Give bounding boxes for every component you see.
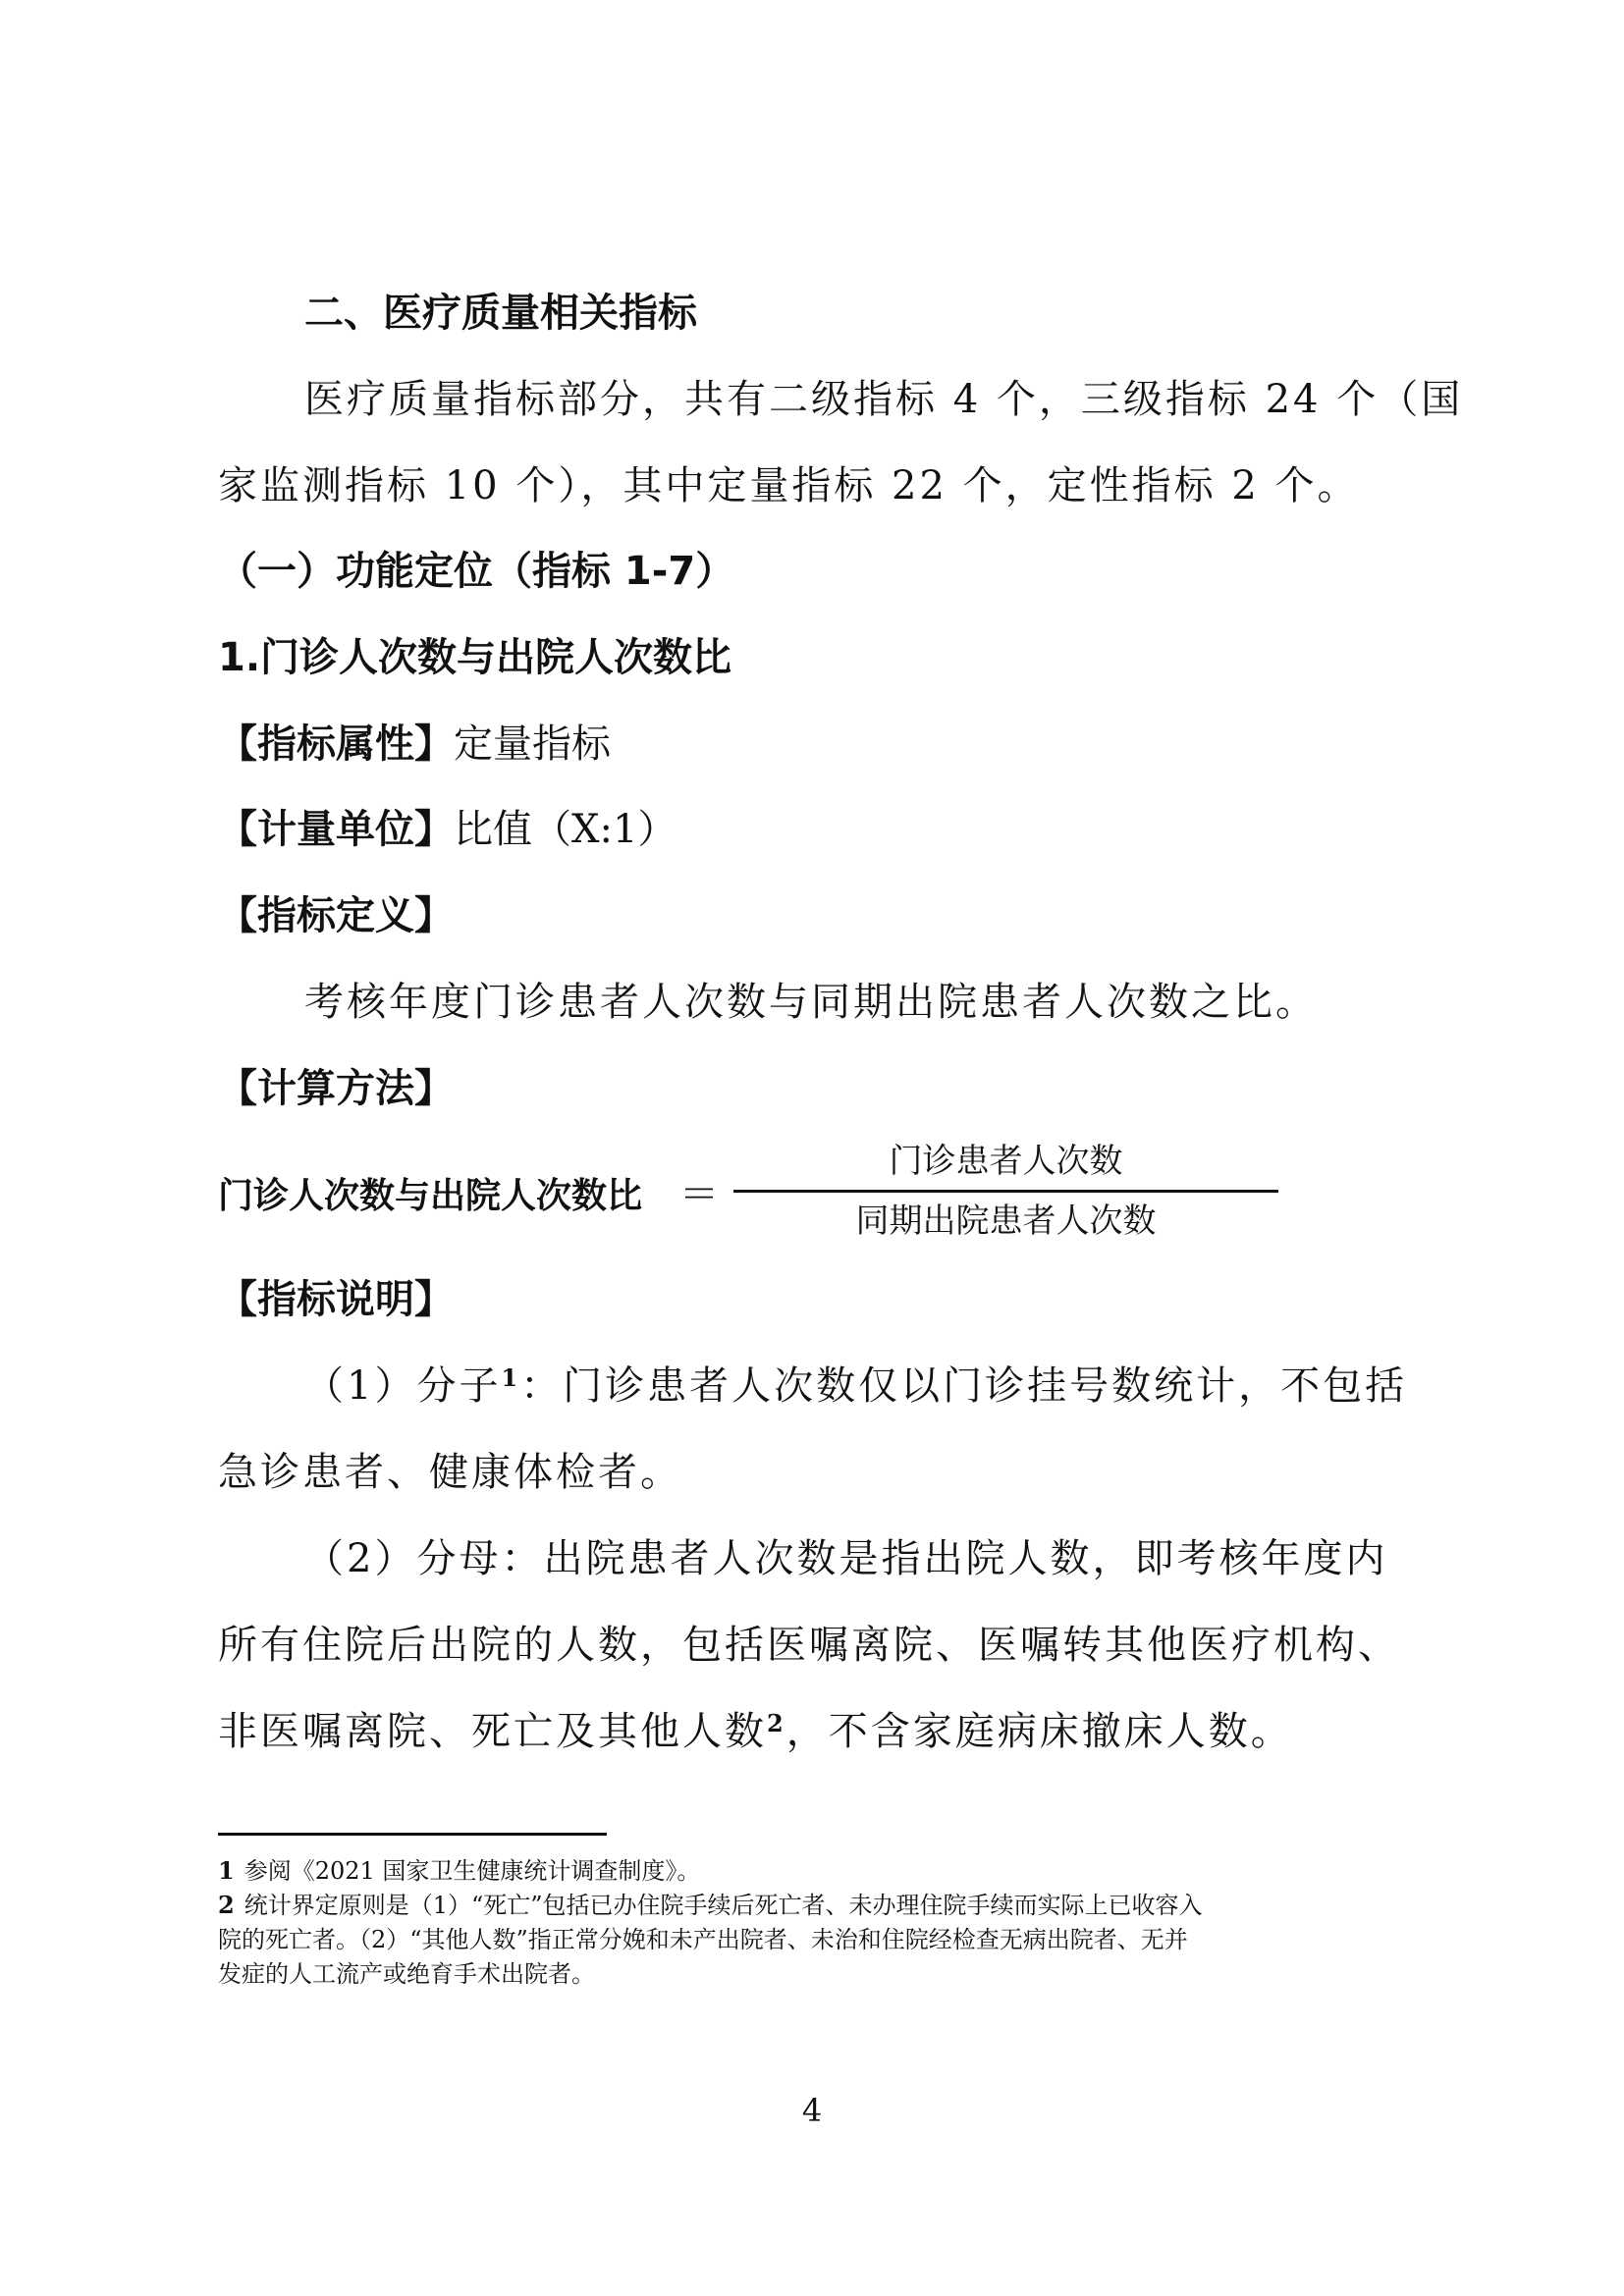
note-1-line-1 bbox=[304, 1360, 1512, 1413]
note-2-line-3 bbox=[218, 1705, 1426, 1758]
notes-label: 【指标说明】 bbox=[218, 1277, 454, 1322]
note-2-line-1: （2）分母：出院患者人次数是指出院人数，即考核年度内 bbox=[304, 1536, 1388, 1581]
page-number: 4 bbox=[801, 2092, 823, 2129]
footnote-2-number: 2 bbox=[218, 1891, 235, 1919]
formula-left: 门诊人次数与出院人次数比 bbox=[218, 1176, 643, 1216]
indicator-title: 1.门诊人次数与出院人次数比 bbox=[218, 635, 732, 680]
formula-numerator: 门诊患者人次数 bbox=[889, 1142, 1123, 1181]
definition-text: 考核年度门诊患者人次数与同期出院患者人次数之比。 bbox=[304, 980, 1318, 1025]
note-1-prefix: （1）分子 bbox=[304, 1363, 502, 1409]
attribute-value: 定量指标 bbox=[454, 721, 611, 767]
footnote-divider bbox=[218, 1833, 607, 1836]
intro-line-2: 家监测指标 10 个），其中定量指标 22 个，定性指标 2 个。 bbox=[218, 463, 1360, 508]
method-label: 【计算方法】 bbox=[218, 1066, 454, 1111]
footnote-ref-1: 1 bbox=[501, 1363, 521, 1392]
section-title: 二、医疗质量相关指标 bbox=[304, 291, 697, 336]
footnote-2-line-3: 发症的人工流产或绝育手术出院者。 bbox=[218, 1960, 595, 1988]
fraction-bar bbox=[733, 1190, 1278, 1193]
footnote-ref-2: 2 bbox=[767, 1709, 786, 1737]
formula-fraction bbox=[724, 1137, 1288, 1246]
footnote-2-text-1: 统计界定原则是（1）“死亡”包括已办住院手续后死亡者、未办理住院手续而实际上已收容入 bbox=[244, 1892, 1203, 1919]
unit-row bbox=[218, 803, 1426, 856]
attribute-label: 【指标属性】 bbox=[218, 721, 454, 767]
unit-label: 【计量单位】 bbox=[218, 807, 454, 852]
note-2-line-2: 所有住院后出院的人数，包括医嘱离院、医嘱转其他医疗机构、 bbox=[218, 1623, 1400, 1668]
footnote-1-number: 1 bbox=[218, 1856, 235, 1885]
footnote-2-line-1 bbox=[218, 1889, 1426, 1922]
note-2-part-a: 非医嘱离院、死亡及其他人数 bbox=[218, 1709, 767, 1754]
note-2-part-b: ，不含家庭病床撤床人数。 bbox=[785, 1709, 1293, 1754]
footnote-2-line-2: 院的死亡者。（2）“其他人数”指正常分娩和未产出院者、未治和住院经检查无病出院者、无并 bbox=[218, 1926, 1188, 1953]
unit-value: 比值（X:1） bbox=[454, 807, 677, 852]
formula-equals: ＝ bbox=[679, 1172, 719, 1217]
footnote-1 bbox=[218, 1854, 1426, 1888]
note-1-rest: ：门诊患者人次数仅以门诊挂号数统计，不包括 bbox=[520, 1363, 1408, 1409]
attribute-row bbox=[218, 718, 1426, 771]
definition-label: 【指标定义】 bbox=[218, 893, 454, 938]
footnote-1-text: 参阅《2021 国家卫生健康统计调查制度》。 bbox=[244, 1857, 701, 1885]
intro-line-1: 医疗质量指标部分，共有二级指标 4 个，三级指标 24 个（国 bbox=[304, 377, 1464, 422]
note-1-line-2: 急诊患者、健康体检者。 bbox=[218, 1450, 682, 1495]
formula-denominator: 同期出院患者人次数 bbox=[855, 1201, 1157, 1241]
formula bbox=[218, 1137, 1157, 1255]
subsection-title: （一）功能定位（指标 1-7） bbox=[218, 549, 735, 594]
